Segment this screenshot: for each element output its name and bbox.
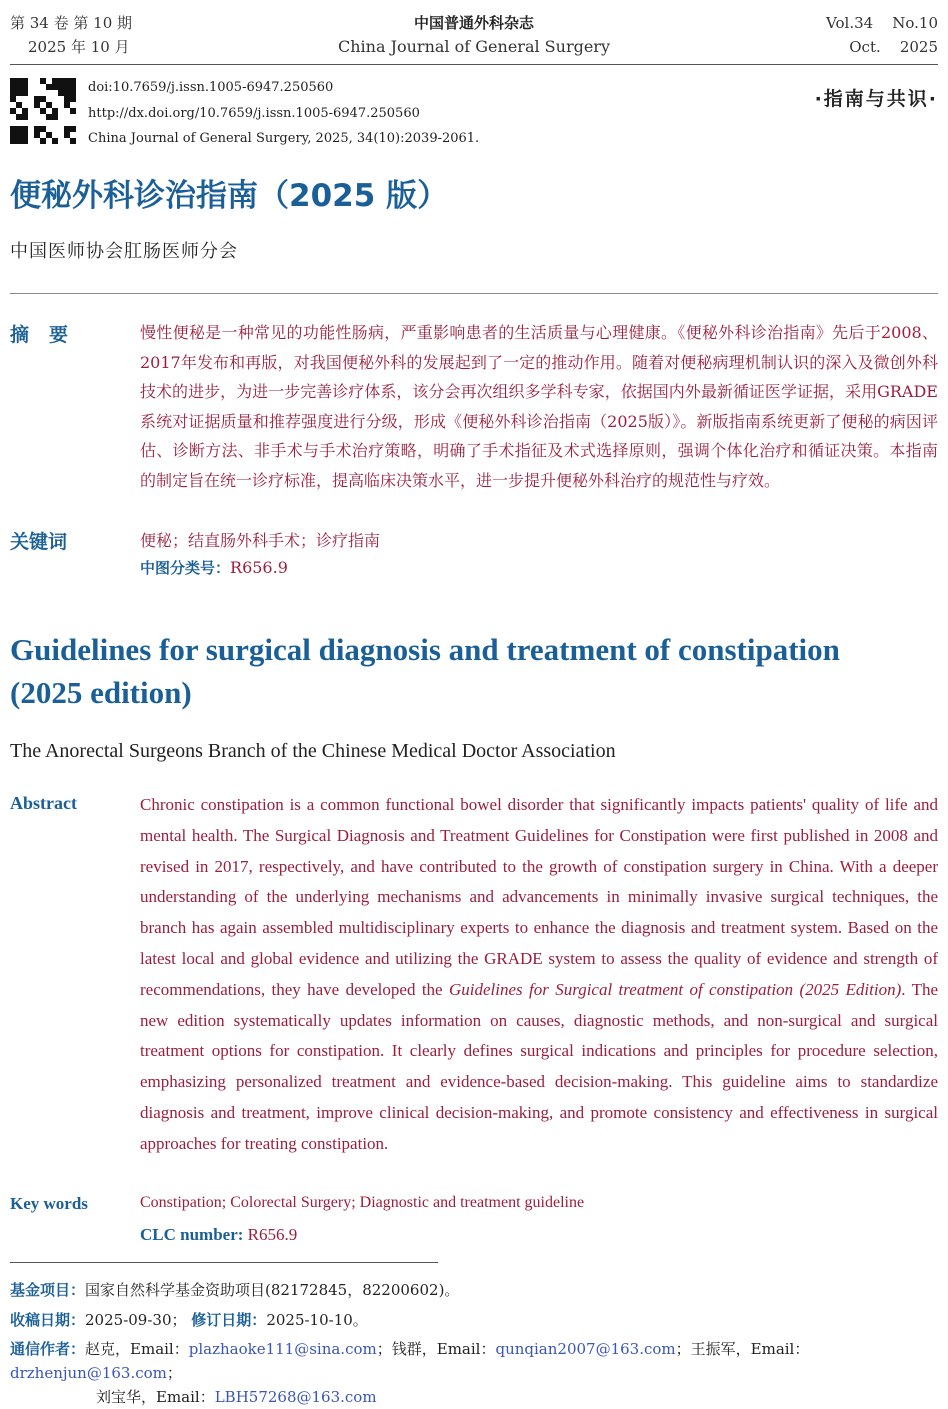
clc-en	[140, 1225, 297, 1245]
abstract-en-label: Abstract	[10, 793, 77, 813]
received-label: 收稿日期：	[10, 1311, 86, 1329]
clc-en-value: R656.9	[247, 1225, 298, 1244]
keywords-en-label: Key words	[10, 1194, 88, 1213]
email-link[interactable]: drzhenjun@163.com	[10, 1364, 167, 1382]
corr-sep: ；	[166, 1364, 182, 1382]
abstract-cn-label: 摘要	[10, 324, 89, 346]
header-rule	[10, 64, 938, 65]
author-en: The Anorectal Surgeons Branch of the Chinese Medical Doctor Association	[10, 740, 616, 762]
corr-name: 钱群，Email：	[391, 1340, 496, 1358]
title-en-line1: Guidelines for surgical diagnosis and treatment of constipation	[10, 632, 840, 667]
title-cn: 便秘外科诊治指南（2025 版）	[10, 178, 449, 214]
clc-en-label: CLC number:	[140, 1225, 244, 1244]
journal-title-cn: 中国普通外科杂志	[413, 14, 534, 32]
corr-name: 王振军，Email：	[690, 1340, 810, 1358]
doi-url[interactable]: http://dx.doi.org/10.7659/j.issn.1005-6947.250560	[88, 106, 420, 121]
author-cn: 中国医师协会肛肠医师分会	[10, 241, 238, 262]
corr-name: 刘宝华，Email：	[96, 1388, 215, 1406]
fund-line	[10, 1279, 459, 1300]
clc-cn	[140, 557, 288, 578]
keywords-cn-label: 关键词	[10, 531, 68, 553]
clc-cn-value: R656.9	[230, 558, 288, 577]
title-en	[10, 628, 840, 714]
date-cn: 2025 年 10 月	[28, 38, 130, 56]
journal-title-en: China Journal of General Surgery	[337, 37, 610, 56]
footnote-rule	[10, 1262, 438, 1263]
doi-text: doi:10.7659/j.issn.1005-6947.250560	[88, 80, 334, 95]
abstract-en-guideline-title: Guidelines for Surgical treatment of constipation (2025 Edition)	[448, 979, 902, 999]
qr-code-icon	[10, 78, 76, 144]
abstract-cn-text: 慢性便秘是一种常见的功能性肠病，严重影响患者的生活质量与心理健康。《便秘外科诊治指南》先后于2008、2017年发布和再版，对我国便秘外科的发展起到了一定的推动作用。随着对便秘病理机制认识的深入及微创外科技术的进步，为进一步完善诊疗体系，该分会再次组织多学科专家，依据国内外最新循证医学证据，采用GRADE系统对证据质量和推荐强度进行分级，形成《便秘外科诊治指南（2025版）》。新版指南系统更新了便秘的病因评估、诊断方法、非手术与手术治疗策略，明确了手术指征及术式选择原则，强调个体化治疗和循证决策。本指南的制定旨在统一诊疗标准，提高临床决策水平，进一步提升便秘外科治疗的规范性与疗效。	[140, 323, 938, 490]
email-link[interactable]: qunqian2007@163.com	[495, 1340, 676, 1358]
dates-line	[10, 1309, 368, 1330]
citation: China Journal of General Surgery, 2025, 34(10):2039-2061.	[88, 131, 480, 146]
title-en-line2: (2025 edition)	[10, 675, 192, 710]
corr-sep: ；	[675, 1340, 691, 1358]
fund-text: 国家自然科学基金资助项目(82172845，82200602)。	[85, 1281, 460, 1299]
corresponding-authors	[10, 1337, 938, 1409]
corr-label: 通信作者：	[10, 1340, 86, 1358]
revised-date: 2025-10-10。	[266, 1311, 368, 1329]
date-en: Oct. 2025	[849, 38, 938, 56]
revised-label: 修订日期：	[191, 1311, 267, 1329]
column-tag: ·指南与共识·	[814, 88, 938, 110]
keywords-en: Constipation; Colorectal Surgery; Diagnostic and treatment guideline	[140, 1194, 585, 1211]
received-date: 2025-09-30；	[85, 1311, 187, 1329]
email-link[interactable]: LBH57268@163.com	[214, 1388, 377, 1406]
fund-label: 基金项目：	[10, 1281, 86, 1299]
corr-sep: ；	[376, 1340, 392, 1358]
keywords-cn: 便秘；结直肠外科手术；诊疗指南	[140, 531, 381, 550]
clc-cn-label: 中图分类号：	[140, 559, 231, 577]
email-link[interactable]: plazhaoke111@sina.com	[188, 1340, 377, 1358]
volume-issue-cn: 第 34 卷 第 10 期	[10, 14, 133, 32]
corr-name: 赵克，Email：	[85, 1340, 189, 1358]
abstract-en-text-part1: Chronic constipation is a common functional bowel disorder that significantly impacts patients' quality of life and mental health. The Surgical Diagnosis and Treatment Guidelines for Constipation were first published in 2008 and revised in 2017, respectively, and have contributed to the growth of constipation surgery in China. With a deeper understanding of the underlying mechanisms and advancements in minimally invasive surgical techniques, the branch has again assembled multidisciplinary experts to enhance the diagnosis and treatment system. Based on the latest local and global evidence and utilizing the GRADE system to assess the quality of evidence and strength of recommendations, they have developed the	[140, 795, 938, 999]
volume-issue-en: Vol.34 No.10	[826, 14, 938, 32]
abstract-en-text-part2: . The new edition systematically updates information on causes, diagnostic methods, and non-surgical and surgical treatment options for constipation. It clearly defines surgical indications and principles for procedure selection, emphasizing personalized treatment and evidence-based decision-making. This guideline aims to standardize diagnosis and treatment, improve clinical decision-making, and promote consistency and effectiveness in surgical approaches for treating constipation.	[140, 979, 938, 1153]
abstract-en-text	[140, 790, 938, 1160]
title-rule	[10, 293, 938, 294]
